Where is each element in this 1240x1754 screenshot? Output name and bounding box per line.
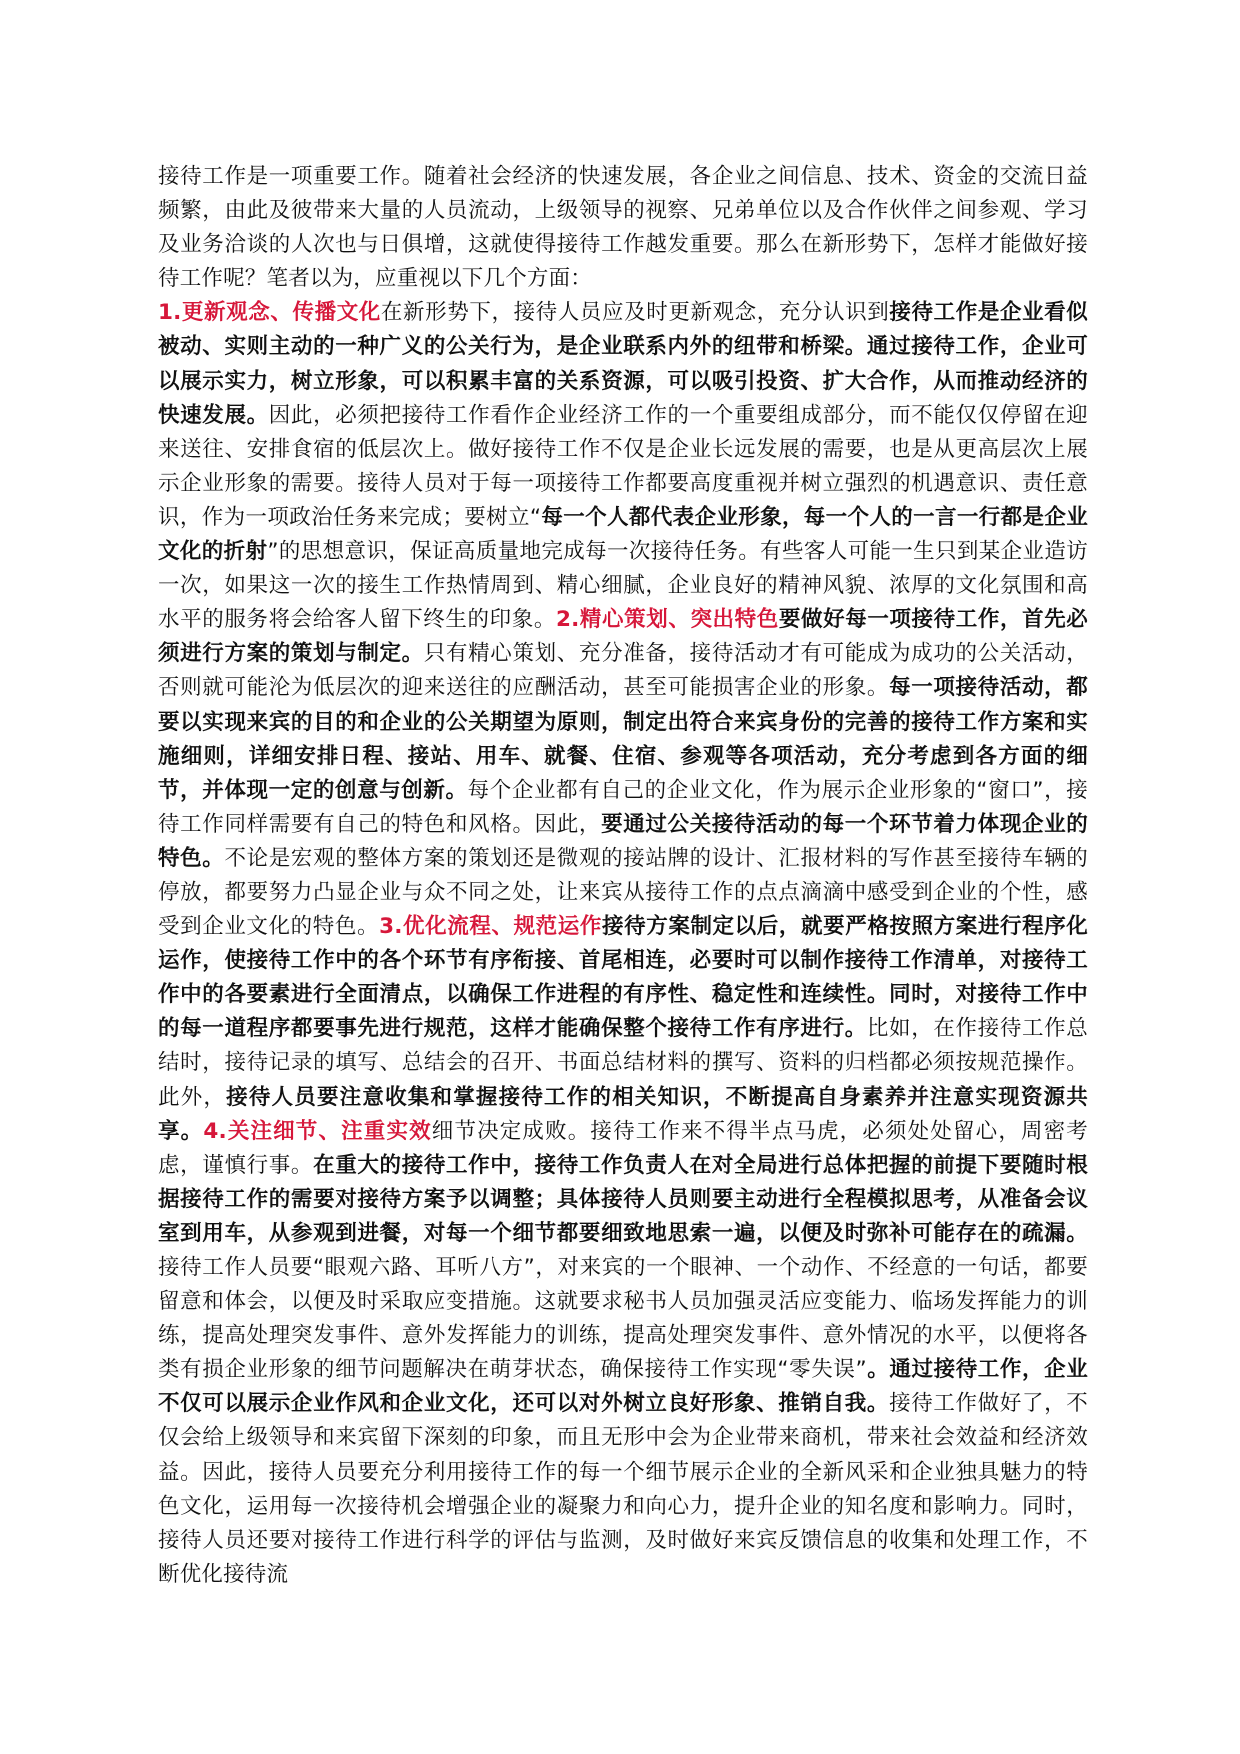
- section-heading-3: 3.优化流程、规范运作: [379, 914, 603, 940]
- emphasis-text: 每一个人都代表企业形象，每一个人的一言一行都是企业文化的折射: [158, 504, 1088, 565]
- emphasis-text: 在重大的接待工作中，接待工作负责人在对全局进行总体把握的前提下要随时根据接待工作的需要对接待方案予以调整；具体接待人员则要主动进行全程模拟思考，从准备会议室到用车，从参观到进餐，对每一个细节都要细致地思索一遍，以便及时弥补可能存在的疏漏。: [158, 1152, 1088, 1246]
- body-text: 在新形势下，接待人员应及时更新观念，充分认识到: [380, 300, 890, 326]
- body-text: 比如，在作接待工作总结时，接待记录的填写、总结会的召开、书面总结材料的撰写、资料的归档都必须按规范操作。此外，: [158, 1016, 1088, 1110]
- main-paragraph: [158, 296, 1088, 1592]
- section-heading-1: 1.更新观念、传播文化: [158, 300, 381, 326]
- emphasis-text: 要做好每一项接待工作，首先必须进行方案的策划与制定。: [158, 607, 1089, 667]
- body-text: 接待工作做好了，不仅会给上级领导和来宾留下深刻的印象，而且无形中会为企业带来商机，带来社会效益和经济效益。因此，接待人员要充分利用接待工作的每一个细节展示企业的全新风采和企业独具魅力的特色文化，运用每一次接待机会增强企业的凝聚力和向心力，提升企业的知名度和影响力。同时，接待人员还要对接待工作进行科学的评估与监测，及时做好来宾反馈信息的收集和处理工作，不断优化接待流: [158, 1391, 1088, 1587]
- body-text: ”的思想意识，保证高质量地完成每一次接待任务。有些客人可能一生只到某企业造访一次，如果这一次的接生工作热情周到、精心细腻，企业良好的精神风貌、浓厚的文化氛围和高水平的服务将会给客人留下终生的印象。: [158, 539, 1088, 633]
- emphasis-text: 要通过公关接待活动的每一个环节着力体现企业的特色。: [158, 811, 1088, 871]
- emphasis-text: 每一项接待活动，都要以实现来宾的目的和企业的公关期望为原则，制定出符合来宾身份的完善的接待工作方案和实施细则，详细安排日程、接站、用车、就餐、住宿、参观等各项活动，充分考虑到各方面的细节，并体现一定的创意与创新。: [158, 675, 1088, 803]
- body-text: 因此，必须把接待工作看作企业经济工作的一个重要组成部分，而不能仅仅停留在迎来送往、安排食宿的低层次上。做好接待工作不仅是企业长远发展的需要，也是从更高层次上展示企业形象的需要。接待人员对于每一项接待工作都要高度重视并树立强烈的机遇意识、责任意识，作为一项政治任务来完成；要树立“: [158, 402, 1088, 530]
- emphasis-text: 接待工作是企业看似被动、实则主动的一种广义的公关行为，是企业联系内外的纽带和桥梁。通过接待工作，企业可以展示实力，树立形象，可以积累丰富的关系资源，可以吸引投资、扩大合作，从而推动经济的快速发展。: [158, 300, 1088, 428]
- emphasis-text: 接待人员要注意收集和掌握接待工作的相关知识，不断提高自身素养并注意实现资源共享。: [158, 1084, 1088, 1144]
- body-text: 接待工作人员要“眼观六路、耳听八方”，对来宾的一个眼神、一个动作、不经意的一句话，都要留意和体会，以便及时采取应变措施。这就要求秘书人员加强灵活应变能力、临场发挥能力的训练，提高处理突发事件、意外发挥能力的训练，提高处理突发事件、意外情况的水平，以便将各类有损企业形象的细节问题解决在萌芽状态，确保接待工作实现“零失误”: [158, 1255, 1088, 1383]
- emphasis-text: 。通过接待工作，企业不仅可以展示企业作风和企业文化，还可以对外树立良好形象、推销自我。: [158, 1357, 1088, 1417]
- emphasis-text: 接待方案制定以后，就要严格按照方案进行程序化运作，使接待工作中的各个环节有序衔接、首尾相连，必要时可以制作接待工作清单，对接待工作中的各要素进行全面清点，以确保工作进程的有序性、稳定性和连续性。同时，对接待工作中的每一道程序都要事先进行规范，这样才能确保整个接待工作有序进行。: [158, 914, 1088, 1042]
- body-text: 只有精心策划、充分准备，接待活动才有可能成为成功的公关活动，否则就可能沦为低层次的迎来送往的应酬活动，甚至可能损害企业的形象。: [158, 641, 1088, 701]
- body-text: 每个企业都有自己的企业文化，作为展示企业形象的“窗口”，接待工作同样需要有自己的特色和风格。因此，: [158, 777, 1088, 837]
- section-heading-4: 4.关注细节、注重实效: [203, 1118, 432, 1144]
- section-heading-2: 2.精心策划、突出特色: [555, 607, 779, 633]
- body-text: 不论是宏观的整体方案的策划还是微观的接站牌的设计、汇报材料的写作甚至接待车辆的停放，都要努力凸显企业与众不同之处，让来宾从接待工作的点点滴滴中感受到企业的个性，感受到企业文化的特色。: [158, 845, 1088, 940]
- body-text: 细节决定成败。接待工作来不得半点马虎，必须处处留心，周密考虑，谨慎行事。: [158, 1118, 1089, 1178]
- document-body: [158, 160, 1088, 1592]
- intro-paragraph: 接待工作是一项重要工作。随着社会经济的快速发展，各企业之间信息、技术、资金的交流日益频繁，由此及彼带来大量的人员流动，上级领导的视察、兄弟单位以及合作伙伴之间参观、学习及业务洽谈的人次也与日俱增，这就使得接待工作越发重要。那么在新形势下，怎样才能做好接待工作呢？笔者以为，应重视以下几个方面：: [158, 164, 1088, 292]
